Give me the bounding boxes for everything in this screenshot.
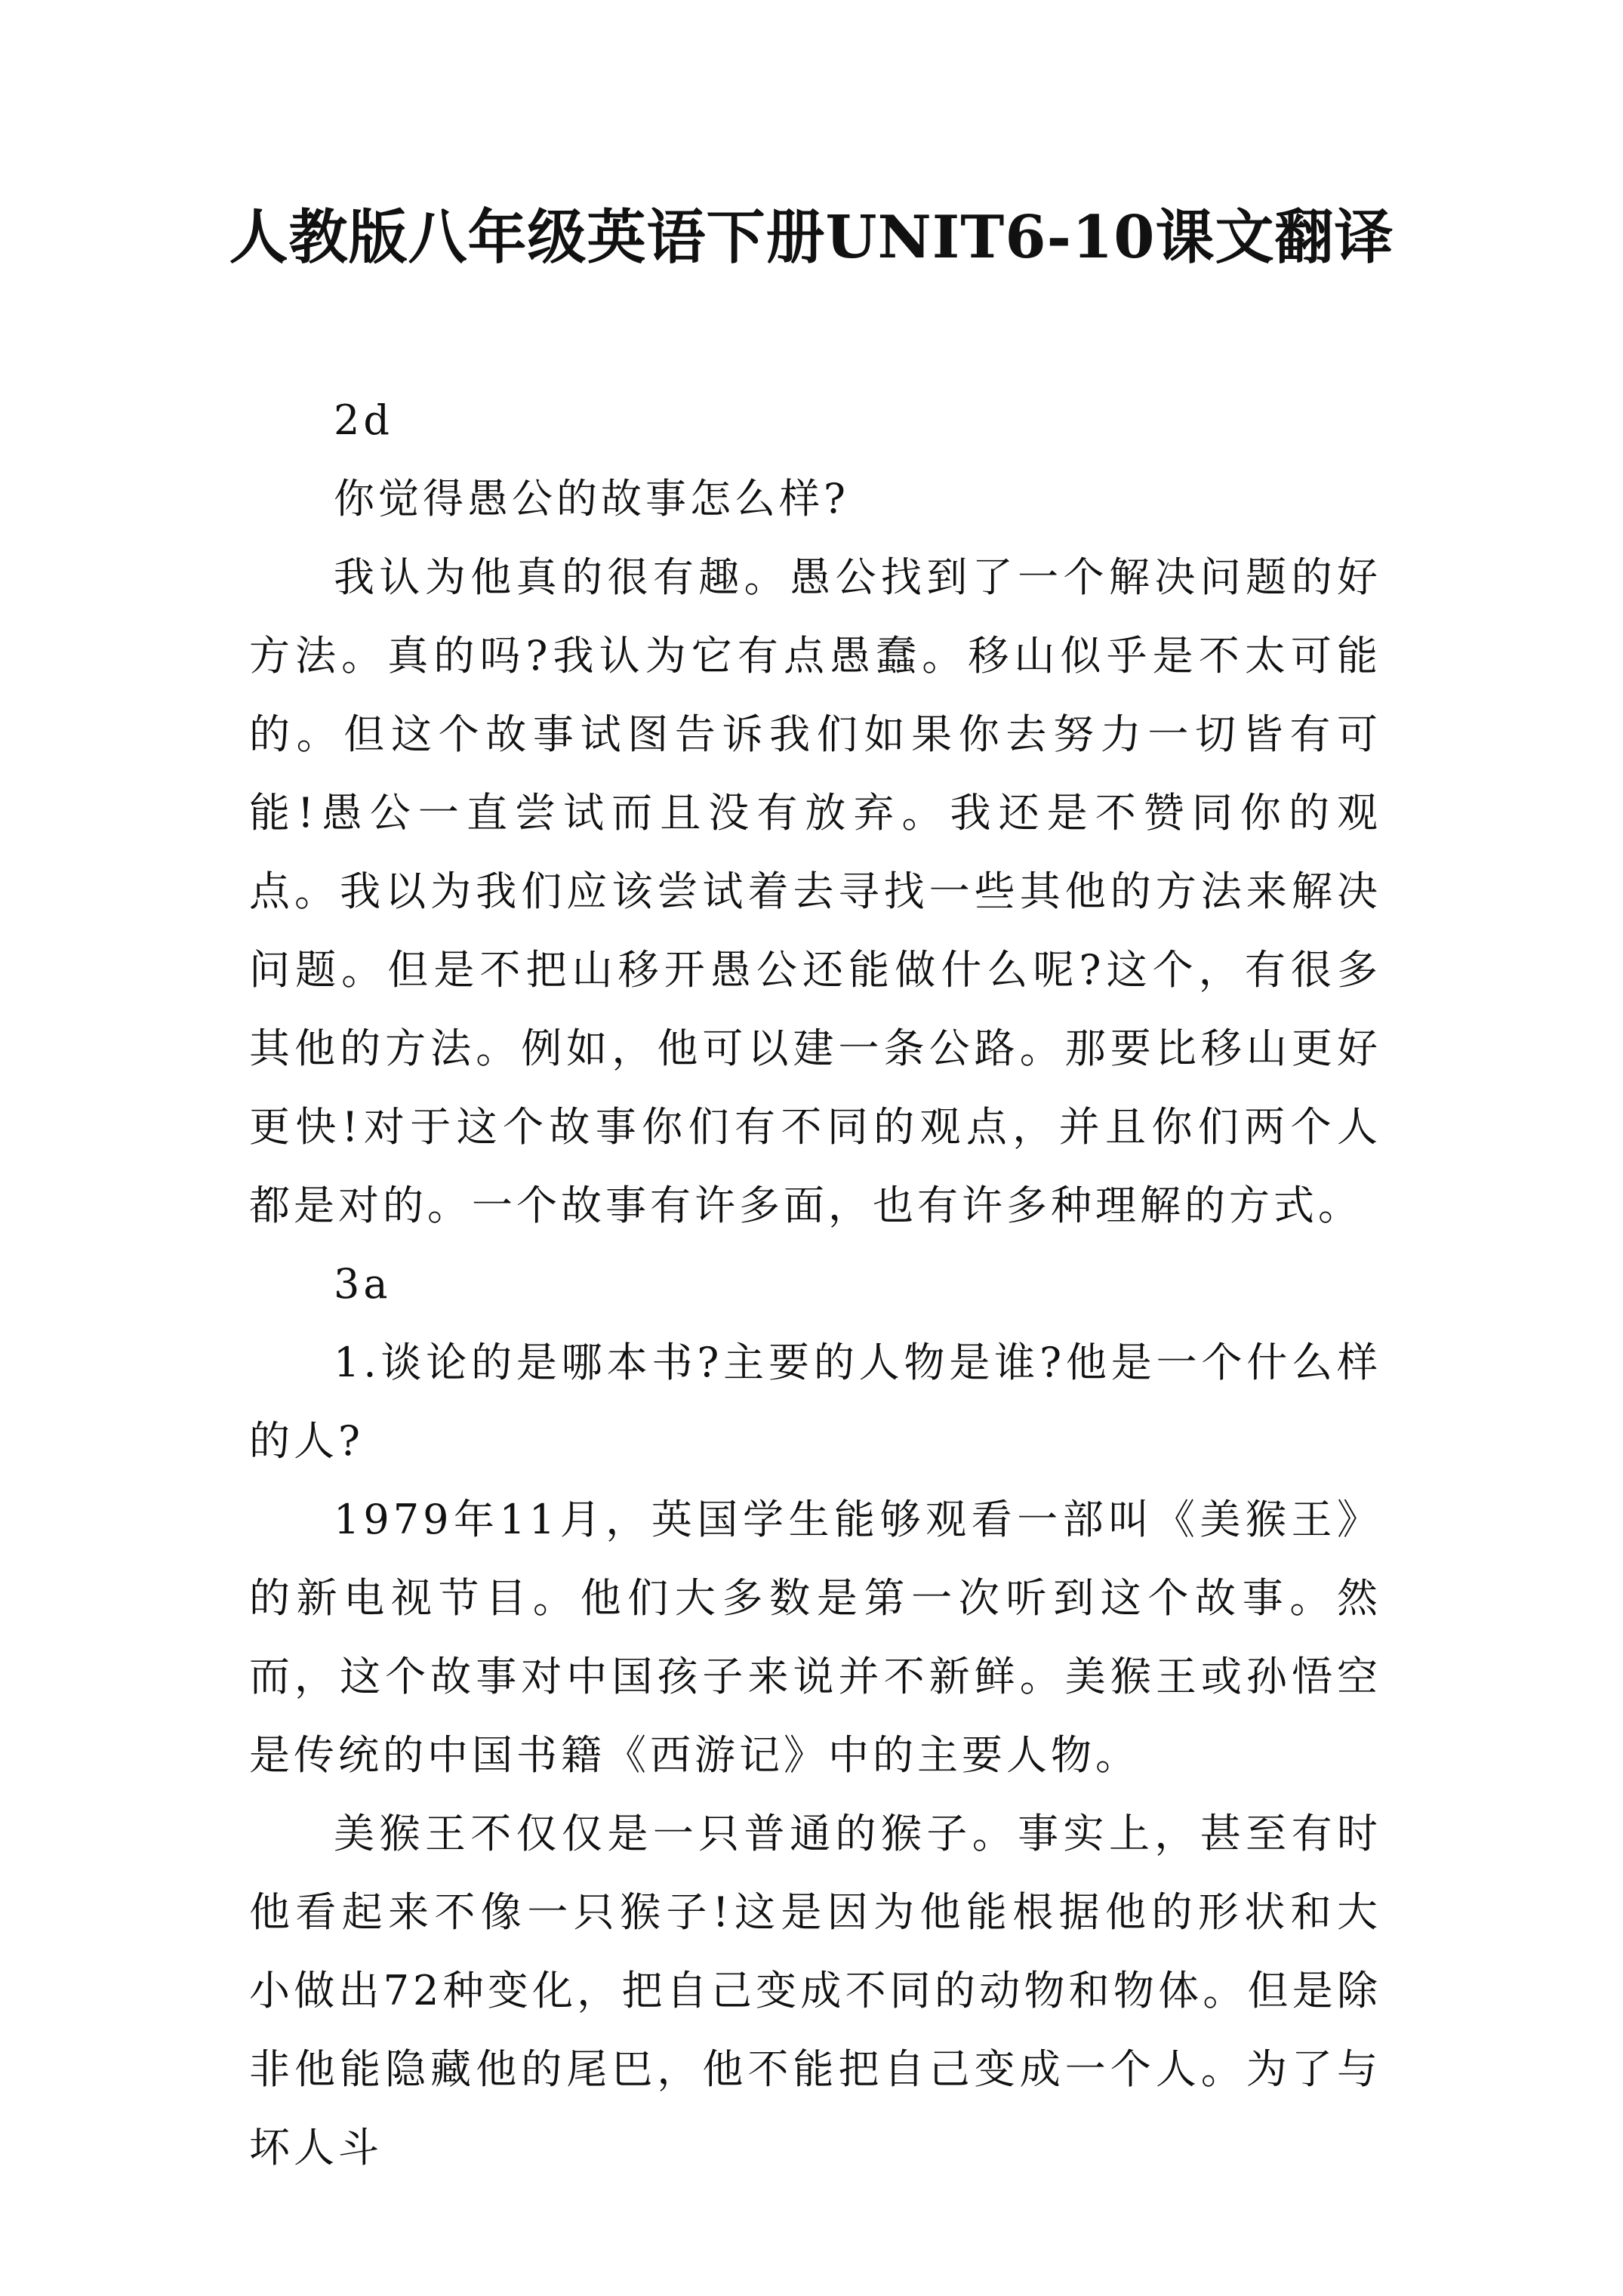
paragraph-question-list: 1.谈论的是哪本书?主要的人物是谁?他是一个什么样的人?	[249, 1339, 1382, 1465]
document-body	[249, 381, 1381, 2187]
paragraph-dialogue: 我认为他真的很有趣。愚公找到了一个解决问题的好方法。真的吗?我认为它有点愚蠢。移山似乎是不太可能的。但这个故事试图告诉我们如果你去努力一切皆有可能!愚公一直尝试而且没有放弃。我还是不赞同你的观点。我以为我们应该尝试着去寻找一些其他的方法来解决问题。但是不把山移开愚公还能做什么呢?这个，有很多其他的方法。例如，他可以建一条公路。那要比移山更好更快!对于这个故事你们有不同的观点，并且你们两个人都是对的。一个故事有许多面，也有许多种理解的方式。	[249, 553, 1381, 1229]
paragraph-question: 你觉得愚公的故事怎么样?	[334, 475, 849, 522]
section-label-3a: 3a	[334, 1260, 392, 1308]
document-title: 人教版八年级英语下册UNIT6-10课文翻译	[229, 203, 1394, 272]
paragraph-monkey-king-details: 美猴王不仅仅是一只普通的猴子。事实上，甚至有时他看起来不像一只猴子!这是因为他能根据他的形状和大小做出72种变化，把自己变成不同的动物和物体。但是除非他能隐藏他的尾巴，他不能把自己变成一个人。为了与坏人斗	[249, 1810, 1381, 2171]
paragraph-monkey-king-intro: 1979年11月，英国学生能够观看一部叫《美猴王》的新电视节目。他们大多数是第一次听到这个故事。然而，这个故事对中国孩子来说并不新鲜。美猴王或孙悟空是传统的中国书籍《西游记》中的主要人物。	[249, 1496, 1381, 1779]
section-label-2d: 2d	[334, 396, 393, 444]
